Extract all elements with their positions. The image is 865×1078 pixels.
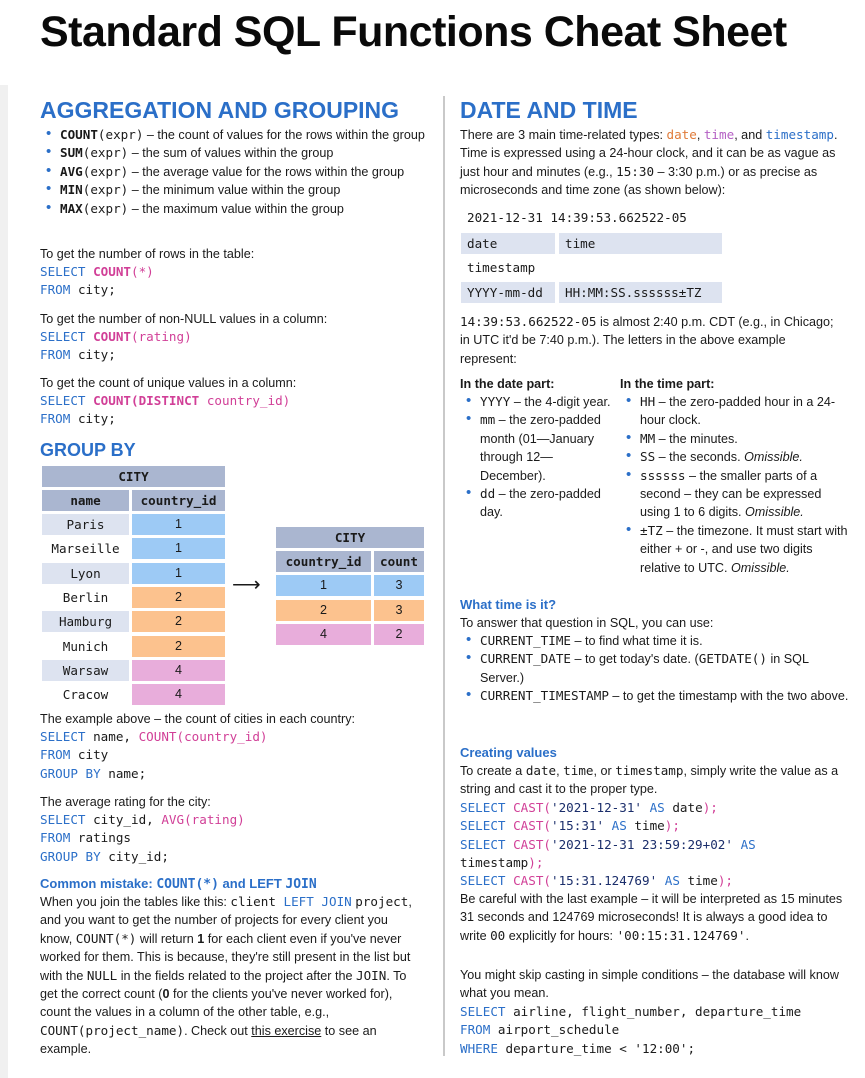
table-cell: Berlin xyxy=(62,589,109,605)
aggregation-heading: AGGREGATION AND GROUPING xyxy=(40,97,400,123)
list-item: • ssssss – the smaller parts of a second – they can be expressed using 1 to 6 digits. Omissible. xyxy=(620,467,850,522)
time-label: time xyxy=(559,233,722,254)
table-cell: Paris xyxy=(42,514,129,535)
left-margin-strip xyxy=(0,85,8,1078)
timestamp-sample: 2021-12-31 14:39:53.662522-05 xyxy=(467,210,687,225)
column-divider xyxy=(443,96,445,1056)
list-item: • COUNT(expr) – the count of values for the rows within the group xyxy=(40,126,440,144)
table-cell: 1 xyxy=(132,563,225,584)
current-functions-list xyxy=(460,632,850,706)
table-cell: 2 xyxy=(276,600,371,621)
list-item: • CURRENT_DATE – to get today's date. (GETDATE() in SQL Server.) xyxy=(460,650,850,687)
exercise-link[interactable]: this exercise xyxy=(251,1023,322,1038)
table-cell: 2 xyxy=(132,636,225,657)
what-time-intro: To answer that question in SQL, you can use: xyxy=(460,616,714,630)
column-header: name xyxy=(42,490,129,511)
time-part-title: In the time part: xyxy=(620,377,715,391)
code-example: SELECT COUNT(rating) FROM city; xyxy=(40,329,192,363)
table-cell: Lyon xyxy=(42,563,129,584)
timestamp-label: timestamp xyxy=(467,260,536,275)
list-item: • MIN(expr) – the minimum value within the group xyxy=(40,181,440,199)
list-item: • CURRENT_TIME – to find what time it is. xyxy=(460,632,850,650)
table-cell: 3 xyxy=(374,575,424,596)
time-part-list xyxy=(620,393,850,577)
list-item: • CURRENT_TIMESTAMP – to get the timestamp with the two above. xyxy=(460,687,850,705)
timestamp-explanation: 14:39:53.662522-05 is almost 2:40 p.m. CDT (e.g., in Chicago; in UTC it'd be 7:40 p.m.). The letters in the above example represent: xyxy=(460,314,834,366)
code-example: SELECT name, COUNT(country_id) FROM city GROUP BY name; xyxy=(40,729,268,781)
table-cell: Munich xyxy=(62,638,109,654)
arrow-icon: ⟶ xyxy=(232,574,261,596)
code-example: SELECT COUNT(*) FROM city; xyxy=(40,264,154,298)
table-cell: 4 xyxy=(276,624,371,645)
date-part-title: In the date part: xyxy=(460,377,555,391)
table-cell: 2 xyxy=(374,624,424,645)
table-cell: 1 xyxy=(132,514,225,535)
date-label: date xyxy=(461,233,555,254)
list-item: • SUM(expr) – the sum of values within the group xyxy=(40,144,440,162)
time-format: HH:MM:SS.ssssss±TZ xyxy=(559,282,722,303)
what-time-heading: What time is it? xyxy=(460,597,557,612)
date-time-heading: DATE AND TIME xyxy=(460,97,638,123)
list-item: • MM – the minutes. xyxy=(620,430,850,448)
table-cell: 1 xyxy=(132,538,225,559)
column-header: count xyxy=(374,551,424,572)
table-cell: Warsaw xyxy=(42,660,129,681)
list-item: • ±TZ – the timezone. It must start with either + or -, and use two digits relative to UTC. Omissible. xyxy=(620,522,850,577)
common-mistake-text: When you join the tables like this: client LEFT JOIN project, and you want to get the number of projects for every client you know, COUNT(*) will return 1 for each client even if you've never worked for them. This is because, they're still present in the list but with the NULL in the fields related to the project after the JOIN. To get the correct count (0 for the clients you've never worked for), count the values in a column of the other table, e.g., COUNT(project_name). Check out this exercise to see an example. xyxy=(40,894,412,1057)
date-part-list xyxy=(460,393,615,522)
table-cell: 2 xyxy=(132,611,225,632)
table-cell: 1 xyxy=(276,575,371,596)
example-caption: To get the number of non-NULL values in a column: xyxy=(40,312,328,326)
table-cell: Hamburg xyxy=(42,611,129,632)
list-item: • AVG(expr) – the average value for the rows within the group xyxy=(40,163,440,181)
cast-examples: SELECT CAST('2021-12-31' AS date); SELECT CAST('15:31' AS time); SELECT CAST('2021-12-31 23:59:29+02' AS timestamp); SELECT CAST('15:31.124769' AS time); xyxy=(460,800,756,889)
date-intro: There are 3 main time-related types: date, time, and timestamp. Time is expressed using a 24-hour clock, and it can be as vague as just hour and minutes (e.g., 15:30 – 3:30 p.m.) or as precise as microseconds and time zone (as shown below): xyxy=(460,127,838,198)
list-item: • MAX(expr) – the maximum value within the group xyxy=(40,200,440,218)
common-mistake-heading: Common mistake: COUNT(*) and LEFT JOIN xyxy=(40,876,317,892)
page-title: Standard SQL Functions Cheat Sheet xyxy=(40,8,787,56)
table-cell: 4 xyxy=(132,660,225,681)
date-format: YYYY-mm-dd xyxy=(461,282,555,303)
table-cell: Cracow xyxy=(62,687,109,703)
list-item: • YYYY – the 4-digit year. xyxy=(460,393,615,411)
table-cell: 2 xyxy=(132,587,225,608)
cast-warning: Be careful with the last example – it will be interpreted as 15 minutes 31 seconds and 124769 microseconds! It is always a good idea to write 00 explicitly for hours: '00:15:31.124769'. xyxy=(460,892,843,943)
example-caption: The example above – the count of cities in each country: xyxy=(40,712,356,726)
column-header: country_id xyxy=(276,551,371,572)
example-caption: The average rating for the city: xyxy=(40,795,211,809)
creating-values-intro: To create a date, time, or timestamp, simply write the value as a string and cast it to the proper type. xyxy=(460,763,839,797)
creating-values-heading: Creating values xyxy=(460,745,557,760)
column-header: country_id xyxy=(132,490,225,511)
table-cell: 3 xyxy=(374,600,424,621)
code-example: SELECT city_id, AVG(rating) FROM ratings GROUP BY city_id; xyxy=(40,812,245,864)
table-caption: CITY xyxy=(276,527,424,548)
list-item: • HH – the zero-padded hour in a 24-hour clock. xyxy=(620,393,850,430)
table-cell: 4 xyxy=(132,684,225,705)
groupby-heading: GROUP BY xyxy=(40,440,136,460)
code-example: SELECT COUNT(DISTINCT country_id) FROM city; xyxy=(40,393,291,427)
table-cell: Marseille xyxy=(51,541,120,557)
list-item: • SS – the seconds. Omissible. xyxy=(620,448,850,466)
where-example: SELECT airline, flight_number, departure_time FROM airport_schedule WHERE departure_time < '12:00'; xyxy=(460,1004,802,1056)
table-caption: CITY xyxy=(42,466,225,487)
example-caption: To get the count of unique values in a column: xyxy=(40,376,297,390)
aggregate-function-list xyxy=(40,126,440,218)
list-item: • dd – the zero-padded day. xyxy=(460,485,615,522)
list-item: • mm – the zero-padded month (01—January through 12—December). xyxy=(460,411,615,485)
example-caption: To get the number of rows in the table: xyxy=(40,247,255,261)
skip-cast-text: You might skip casting in simple conditions – the database will know what you mean. xyxy=(460,968,839,1001)
